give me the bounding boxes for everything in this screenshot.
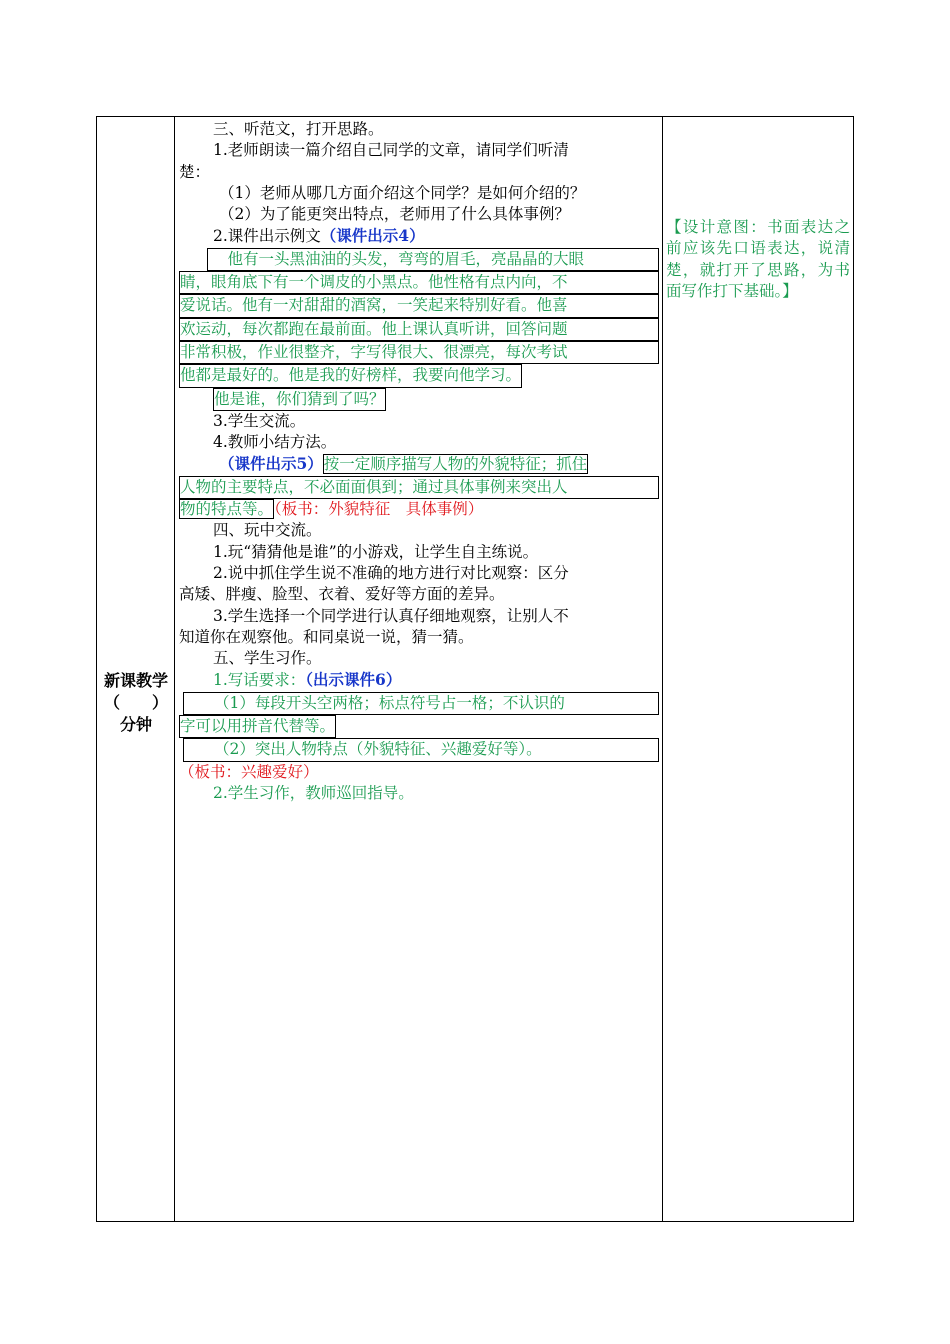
- board-note-interests: （板书：兴趣爱好）: [179, 762, 319, 781]
- courseware-tag-6: （出示课件6）: [305, 670, 402, 690]
- step-4-1: 1.玩“猜猜他是谁”的小游戏，让学生自主练说。: [213, 542, 539, 561]
- courseware-tag-5: （课件出示5）: [219, 454, 323, 474]
- board-note-appearance: （板书：外貌特征 具体事例）: [274, 500, 484, 519]
- method-summary-2: 人物的主要特点，不必面面俱到；通过具体事例来突出人: [179, 476, 659, 499]
- example-line: 欢运动，每次都跑在最前面。他上课认真听讲，回答问题: [179, 318, 659, 341]
- section-label-title: 新课教学: [103, 671, 168, 690]
- step-4-3-line2: 知道你在观察他。和同桌说一说，猜一猜。: [179, 627, 474, 646]
- example-line: 爱说话。他有一对甜甜的酒窝，一笑起来特别好看。他喜: [179, 294, 659, 317]
- method-summary-3: 物的特点等。（板书：外貌特征 具体事例）: [180, 500, 484, 519]
- example-line: 睛，眼角底下有一个调皮的小黑点。他性格有点内向，不: [179, 271, 659, 294]
- step-4-3-line1: 3.学生选择一个同学进行认真仔细地观察，让别人不: [213, 606, 569, 625]
- step-4-2-line2: 高矮、胖瘦、脸型、衣着、爱好等方面的差异。: [179, 585, 505, 604]
- question-2: （2）为了能更突出特点，老师用了什么具体事例？: [219, 205, 570, 224]
- step-5-1: [179, 669, 659, 691]
- step-3-2: [179, 225, 659, 247]
- method-summary-1: 按一定顺序描写人物的外貌特征；抓住: [323, 455, 588, 474]
- design-intent-note: 【设计意图：书面表达之前应该先口语表达，说清楚，就打开了思路，为书面写作打下基础。】: [666, 218, 850, 300]
- section-label-blank: （ ）: [103, 693, 168, 712]
- example-line: 他有一头黑油油的头发，弯弯的眉毛，亮晶晶的大眼: [179, 248, 659, 271]
- lesson-table: [96, 116, 854, 1222]
- row-label-cell: [97, 117, 175, 1221]
- design-intent-cell: [662, 117, 852, 1221]
- step-4-2-line1: 2.说中抓住学生说不准确的地方进行对比观察：区分: [213, 563, 569, 582]
- section-label-unit: 分钟: [119, 715, 152, 734]
- courseware-tag-4: （课件出示4）: [320, 226, 425, 246]
- section-3-title: 三、听范文，打开思路。: [213, 120, 384, 138]
- requirement-2: （2）突出人物特点（外貌特征、兴趣爱好等）。: [179, 738, 659, 761]
- question-1: （1）老师从哪几方面介绍这个同学？是如何介绍的？: [219, 183, 586, 202]
- requirement-1-line2: 字可以用拼音代替等。: [179, 715, 659, 738]
- step-3-4: 4.教师小结方法。: [213, 433, 337, 452]
- teaching-content: [179, 119, 659, 804]
- section-5-title: 五、学生习作。: [213, 649, 322, 668]
- step-3-1-line2: 楚：: [179, 162, 211, 181]
- requirement-1-line1: （1）每段开头空两格；标点符号占一格；不认识的: [179, 692, 659, 715]
- example-line: 非常积极，作业很整齐，字写得很大、很漂亮，每次考试: [179, 341, 659, 364]
- step-3-5: [179, 453, 659, 475]
- step-5-1-text: 1.写话要求：: [213, 671, 306, 690]
- step-3-3: 3.学生交流。: [213, 411, 306, 430]
- example-line: 他都是最好的。他是我的好榜样，我要向他学习。: [179, 364, 659, 387]
- step-5-2: 2.学生习作，教师巡回指导。: [213, 783, 414, 802]
- section-4-title: 四、玩中交流。: [213, 521, 322, 540]
- guess-question: 他是谁，你们猜到了吗？: [179, 388, 659, 411]
- section-label: [97, 670, 175, 736]
- step-3-2-text: 2.课件出示例文: [213, 227, 321, 246]
- step-3-1-line1: 1.老师朗读一篇介绍自己同学的文章，请同学们听清: [213, 141, 569, 160]
- example-essay: [179, 248, 659, 388]
